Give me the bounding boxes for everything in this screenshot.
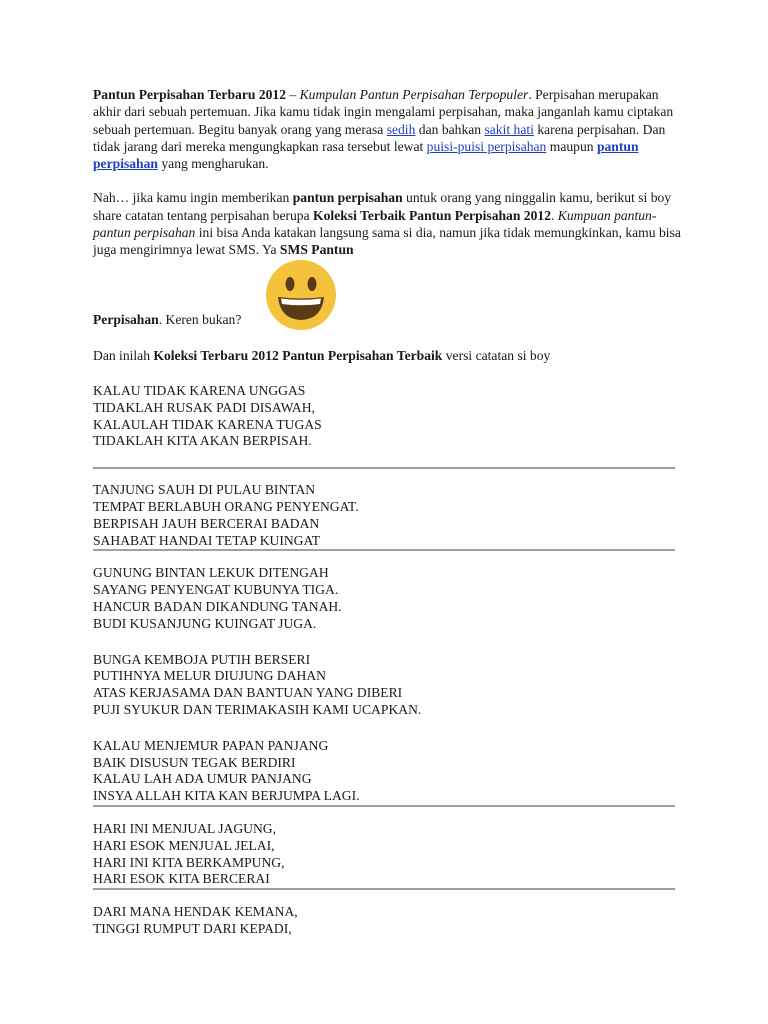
p2-text-2: untuk orang yang ninggalin kamu, berikut si boy share catatan tentang perpisahan berupa [93,190,672,223]
pantun-line: BAIK DISUSUN TEGAK BERDIRI [93,754,296,770]
intro-text-2: dan bahkan [415,121,485,137]
p2-bold-4: Perpisahan [93,311,159,327]
p3-text-2: versi catatan si boy [442,347,551,363]
pantun-stanza [93,821,683,888]
pantun-line: HARI ESOK KITA BERCERAI [93,871,270,887]
p2-bold-1: pantun perpisahan [292,190,403,206]
pantun-line: TINGGI RUMPUT DARI KEPADI, [93,920,292,936]
pantun-line: TIDAKLAH RUSAK PADI DISAWAH, [93,399,315,415]
p2-text-3: . [551,207,558,223]
smiley-row [93,259,683,325]
pantun-line: GUNUNG BINTAN LEKUK DITENGAH [93,565,329,581]
article-title: Pantun Perpisahan Terbaru 2012 [93,87,286,102]
intro-text-5: yang mengharukan. [157,156,269,172]
pantun-stanza [93,383,683,450]
pantun-line: TANJUNG SAUH DI PULAU BINTAN [93,482,316,498]
pantun-line: SAHABAT HANDAI TETAP KUINGAT [93,532,321,548]
p2-text-1: Nah… jika kamu ingin memberikan [93,190,293,206]
article-subtitle: Kumpulan Pantun Perpisahan Terpopuler [299,87,529,102]
pantun-line: INSYA ALLAH KITA KAN BERJUMPA LAGI. [93,788,360,804]
pantun-line: HARI INI KITA BERKAMPUNG, [93,854,285,870]
pantun-line: HANCUR BADAN DIKANDUNG TANAH. [93,598,342,614]
second-paragraph [93,189,683,258]
pantun-line: PUJI SYUKUR DAN TERIMAKASIH KAMI UCAPKAN. [93,701,422,717]
intro-text-1: . Perpisahan merupakan akhir dari sebuah pertemuan. Jika kamu tidak ingin mengalami perpisahan, maka janganlah kamu ciptakan sebuah pertemuan. Begitu banyak orang yang merasa [93,87,674,137]
p3-text-1: Dan inilah [93,347,154,363]
intro-text-4: maupun [546,138,597,154]
p2-continuation [93,311,241,328]
link-sedih[interactable]: sedih [386,121,416,137]
article-body [93,86,683,938]
pantun-line: PUTIHNYA MELUR DIUJUNG DAHAN [93,668,326,684]
pantun-line: KALAULAH TIDAK KARENA TUGAS [93,416,322,432]
pantun-line: KALAU LAH ADA UMUR PANJANG [93,771,312,787]
pantun-stanza [93,904,683,938]
pantun-stanza [93,652,683,719]
link-puisi-perpisahan[interactable]: puisi-puisi perpisahan [426,138,547,154]
intro-paragraph [93,86,683,172]
grinning-face-icon [265,259,337,331]
intro-text-3: karena perpisahan. Dan tidak jarang dari mereka mengungkapkan rasa tersebut lewat [93,121,666,154]
pantun-line: KALAU MENJEMUR PAPAN PANJANG [93,737,329,753]
pantun-line: SAYANG PENYENGAT KUBUNYA TIGA. [93,582,339,598]
pantun-line: BUNGA KEMBOJA PUTIH BERSERI [93,651,311,667]
p3-bold-1: Koleksi Terbaru 2012 Pantun Perpisahan Terbaik [153,347,443,363]
pantun-line: HARI INI MENJUAL JAGUNG, [93,820,276,836]
link-sakit-hati[interactable]: sakit hati [484,121,534,137]
p2-bold-3: SMS Pantun [279,242,354,258]
link-pantun-label: pantun perpisahan [93,138,639,172]
pantun-line: KALAU TIDAK KARENA UNGGAS [93,382,306,398]
title-dash: – [286,87,300,102]
p2-text-4: ini bisa Anda katakan langsung sama si dia, namun jika tidak memungkinkan, kamu bisa juga mengirimnya lewat SMS. Ya [93,225,681,258]
p2-bold-2: Koleksi Terbaik Pantun Perpisahan 2012 [313,207,551,223]
pantun-line: TIDAKLAH KITA AKAN BERPISAH. [93,433,312,449]
third-paragraph [93,347,683,364]
pantun-list [93,383,683,938]
pantun-line: ATAS KERJASAMA DAN BANTUAN YANG DIBERI [93,685,403,701]
p2-text-5: . Keren bukan? [158,311,242,327]
pantun-line: DARI MANA HENDAK KEMANA, [93,904,298,920]
pantun-line: TEMPAT BERLABUH ORANG PENYENGAT. [93,498,359,514]
pantun-line: HARI ESOK MENJUAL JELAI, [93,837,275,853]
pantun-stanza [93,482,683,549]
p2-italic-1: Kumpuan pantun-pantun perpisahan [93,207,657,241]
pantun-line: BERPISAH JAUH BERCERAI BADAN [93,515,320,531]
pantun-line: BUDI KUSANJUNG KUINGAT JUGA. [93,615,317,631]
pantun-stanza [93,738,683,805]
pantun-stanza [93,565,683,632]
